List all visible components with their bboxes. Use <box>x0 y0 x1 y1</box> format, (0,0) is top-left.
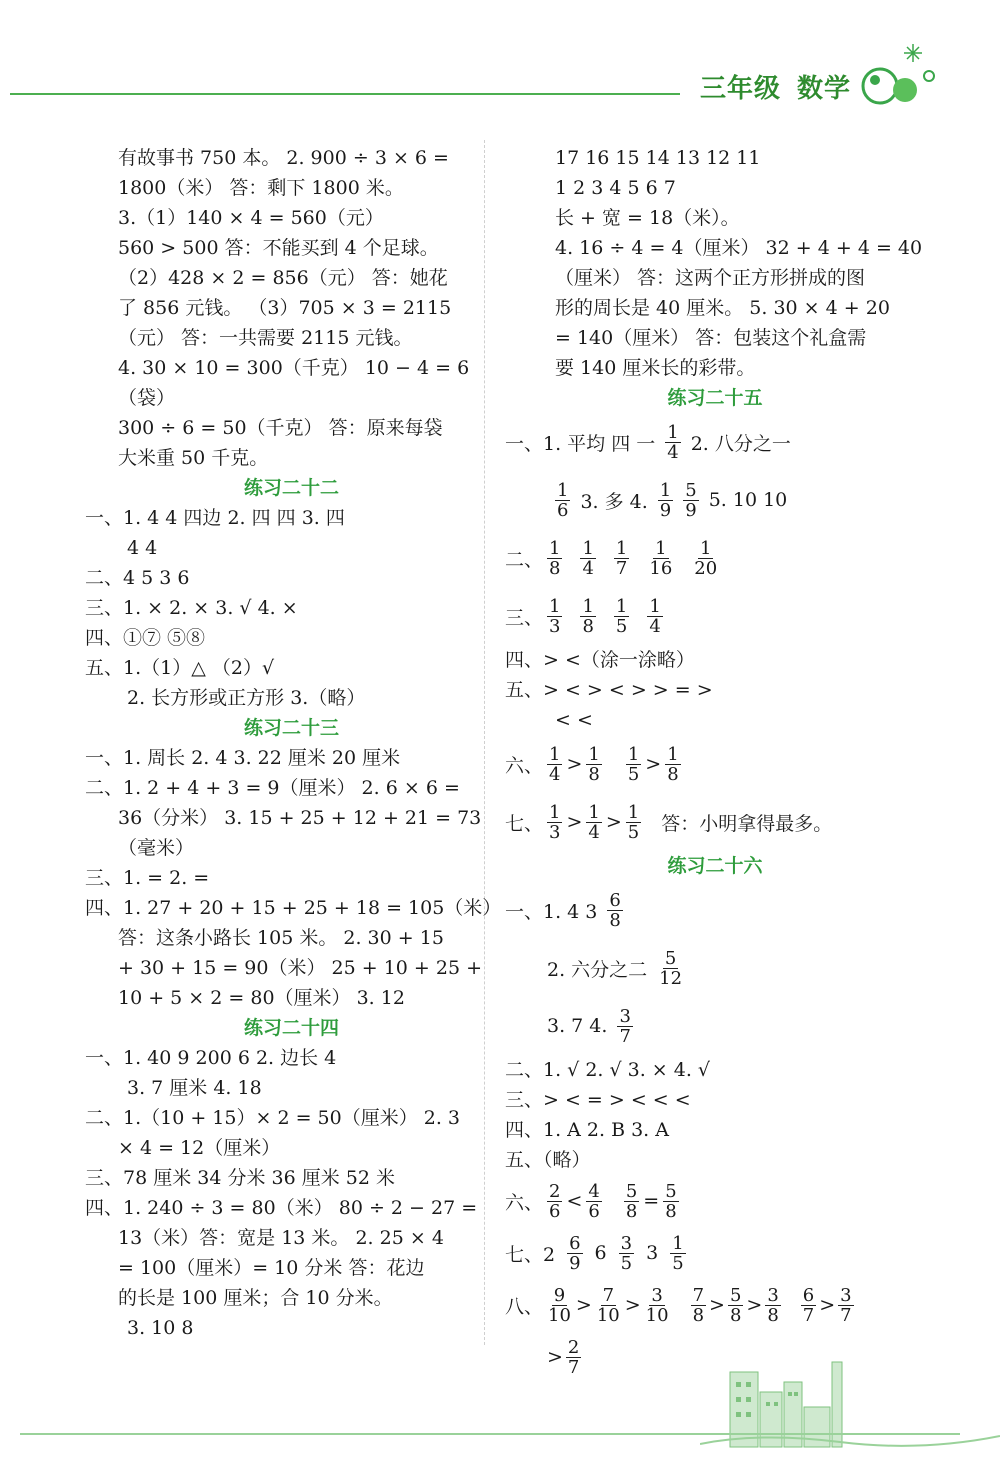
answer-line: 了 856 元钱。 （3）705 × 3 = 2115 <box>118 297 452 319</box>
answer-line: （2）428 × 2 = 856（元） 答：她花 <box>118 267 448 289</box>
fraction: $\frac{1}{8}$ <box>582 595 594 637</box>
answer-line: 3. 7 4. $\frac{3}{7}$ <box>547 1005 631 1047</box>
fraction: $\frac{3}{7}$ <box>840 1284 852 1326</box>
answer-line: 3. 7 厘米 4. 18 <box>127 1077 262 1099</box>
answer-line: $\frac{1}{6}$ 3. 多 4. $\frac{1}{9}$ $\frac{5}{9}$ 5. 10 10 <box>557 479 788 521</box>
fraction: $\frac{5}{9}$ <box>685 479 697 521</box>
answer-line: × 4 = 12（厘米） <box>118 1137 281 1159</box>
answer-line: 四、1. 27 + 20 + 15 + 25 + 18 = 105（米） <box>85 897 502 919</box>
fraction: $\frac{1}{5}$ <box>627 801 640 843</box>
fraction: $\frac{2}{6}$ <box>549 1180 561 1222</box>
answer-line: 三、78 厘米 34 分米 36 厘米 52 米 <box>85 1167 395 1189</box>
answer-line: 三、1. = 2. = <box>85 867 210 889</box>
answer-line: 七、2 $\frac{6}{9}$ 6 $\frac{3}{5}$ 3 $\frac{1}{5}$ <box>505 1232 684 1274</box>
fraction: $\frac{1}{5}$ <box>627 743 640 785</box>
answer-line: 300 ÷ 6 = 50（千克） 答：原来每袋 <box>118 417 443 439</box>
answer-line: 一、1. 4 4 四边 2. 四 四 3. 四 <box>85 507 345 529</box>
answer-line: 36（分米） 3. 15 + 25 + 12 + 21 = 73 <box>118 807 482 829</box>
answer-line: 二、 $\frac{1}{8}$ $\frac{1}{4}$ $\frac{1}{7}$ $\frac{1}{16}$ $\frac{1}{20}$ <box>505 537 718 579</box>
answer-line: 二、4 5 3 6 <box>85 567 190 589</box>
grade-label: 三年级 <box>700 74 782 104</box>
fraction: $\frac{4}{6}$ <box>588 1180 600 1222</box>
answer-line: 长 + 宽 = 18（米）。 <box>555 207 740 229</box>
answer-line: 四、1. 240 ÷ 3 = 80（米） 80 ÷ 2 − 27 = <box>85 1197 478 1219</box>
left-column <box>85 143 502 1343</box>
section-title-24: 练习二十四 <box>243 1017 339 1039</box>
fraction: $\frac{1}{4}$ <box>667 421 679 463</box>
answer-line: 有故事书 750 本。 2. 900 ÷ 3 × 6 = <box>118 147 449 169</box>
fraction: $\frac{1}{4}$ <box>588 801 600 843</box>
column-divider <box>484 140 485 1345</box>
fraction: $\frac{5}{12}$ <box>659 947 683 989</box>
answer-line: 二、1. 2 + 4 + 3 = 9（厘米） 2. 6 × 6 = <box>85 777 460 799</box>
fraction: $\frac{5}{8}$ <box>625 1180 638 1222</box>
answer-line: （元） 答：一共需要 2115 元钱。 <box>118 327 413 349</box>
fraction: $\frac{5}{8}$ <box>665 1180 677 1222</box>
section-title-23: 练习二十三 <box>243 717 339 739</box>
right-column <box>505 143 923 1383</box>
answer-line: 四、1. A 2. B 3. A <box>505 1119 669 1141</box>
city-skyline-decoration <box>700 1352 1000 1478</box>
answer-line: 六、 $\frac{2}{6}$ < $\frac{4}{6}$ $\frac{5}{8}$ = $\frac{5}{8}$ <box>505 1180 677 1222</box>
fraction: $\frac{1}{8}$ <box>588 743 600 785</box>
answer-line: 2. 六分之二 $\frac{5}{12}$ <box>547 947 683 989</box>
answer-line: 七、 $\frac{1}{3}$ > $\frac{1}{4}$ > $\frac{1}{5}$ 答：小明拿得最多。 <box>505 801 833 843</box>
fraction: $\frac{3}{10}$ <box>645 1284 669 1326</box>
answer-line: 二、1. √ 2. √ 3. × 4. √ <box>505 1059 711 1081</box>
fraction: $\frac{1}{7}$ <box>615 537 628 579</box>
answer-line: 三、> < = > < < < <box>505 1089 691 1111</box>
answer-line: 形的周长是 40 厘米。 5. 30 × 4 + 20 <box>555 297 890 319</box>
answer-line: 五、> < > < > > = > <box>505 679 713 701</box>
fraction: $\frac{7}{10}$ <box>596 1284 620 1326</box>
fraction: $\frac{1}{6}$ <box>557 479 569 521</box>
answer-line: 560 > 500 答：不能买到 4 个足球。 <box>118 237 439 259</box>
answer-line: 八、 $\frac{9}{10}$ > $\frac{7}{10}$ > $\frac{3}{10}$ $\frac{7}{8}$ > $\frac{5}{8}$ > $\frac{3}{8}$ $\frac{6}{7}$ > $\frac{3}{7}$ <box>505 1284 852 1326</box>
answer-line: （厘米） 答：这两个正方形拼成的图 <box>555 267 866 289</box>
fraction: $\frac{1}{4}$ <box>649 595 661 637</box>
answer-line: 的长是 100 厘米；合 10 分米。 <box>118 1287 393 1309</box>
answer-line: 1800（米） 答：剩下 1800 米。 <box>118 177 404 199</box>
answer-line: 1 2 3 4 5 6 7 <box>555 177 676 199</box>
fraction: $\frac{9}{10}$ <box>548 1284 571 1326</box>
fraction: $\frac{7}{8}$ <box>692 1284 705 1326</box>
answer-line: 一、1. 4 3 $\frac{6}{8}$ <box>505 889 621 931</box>
fraction: $\frac{6}{9}$ <box>569 1232 581 1274</box>
answer-line: + 30 + 15 = 90（米） 25 + 10 + 25 + <box>118 957 483 979</box>
fraction: $\frac{1}{8}$ <box>549 537 561 579</box>
fraction: $\frac{5}{8}$ <box>729 1284 742 1326</box>
answer-line: 三、 $\frac{1}{3}$ $\frac{1}{8}$ $\frac{1}{5}$ $\frac{1}{4}$ <box>505 595 661 637</box>
answer-line: （毫米） <box>118 837 195 859</box>
fraction: $\frac{1}{3}$ <box>549 801 561 843</box>
answer-line: 五、1.（1）△ （2）√ <box>85 657 275 679</box>
page-header <box>700 68 851 105</box>
fraction: $\frac{1}{5}$ <box>672 1232 684 1274</box>
fraction: $\frac{1}{4}$ <box>582 537 594 579</box>
answer-line: 要 140 厘米长的彩带。 <box>555 357 756 379</box>
answer-line: 17 16 15 14 13 12 11 <box>555 147 761 169</box>
answer-line: < < <box>555 709 593 731</box>
answer-line: 一、1. 40 9 200 6 2. 边长 4 <box>85 1047 337 1069</box>
answer-line: 4. 30 × 10 = 300（千克） 10 − 4 = 6 <box>118 357 470 379</box>
answer-line: > $\frac{2}{7}$ <box>547 1336 580 1378</box>
answer-line: （袋） <box>118 387 176 409</box>
section-title-26: 练习二十六 <box>667 855 763 877</box>
fraction: $\frac{1}{9}$ <box>659 479 672 521</box>
answer-line: = 100（厘米）= 10 分米 答：花边 <box>118 1257 425 1279</box>
fraction: $\frac{3}{7}$ <box>619 1005 631 1047</box>
answer-line: 二、1.（10 + 15）× 2 = 50（厘米） 2. 3 <box>85 1107 460 1129</box>
subject-label: 数学 <box>797 74 852 104</box>
footer-rule <box>20 1433 960 1435</box>
fraction: $\frac{6}{8}$ <box>609 889 621 931</box>
header-rule <box>10 93 680 95</box>
answer-line: 4 4 <box>127 537 158 559</box>
answer-line: 3. 10 8 <box>127 1317 194 1339</box>
answer-line: = 140（厘米） 答：包装这个礼盒需 <box>555 327 867 349</box>
answer-line: 大米重 50 千克。 <box>118 447 269 469</box>
answer-line: 2. 长方形或正方形 3.（略） <box>127 687 366 709</box>
answer-line: 五、（略） <box>505 1149 591 1171</box>
answer-line: 10 + 5 × 2 = 80（厘米） 3. 12 <box>118 987 405 1009</box>
answer-line: 4. 16 ÷ 4 = 4（厘米） 32 + 4 + 4 = 40 <box>555 237 923 259</box>
fraction: $\frac{1}{16}$ <box>649 537 673 579</box>
section-title-25: 练习二十五 <box>667 387 763 409</box>
fraction: $\frac{1}{20}$ <box>694 537 718 579</box>
section-title-22: 练习二十二 <box>243 477 339 499</box>
answer-line: 一、1. 平均 四 一 $\frac{1}{4}$ 2. 八分之一 <box>505 421 791 463</box>
answer-line: 三、1. × 2. × 3. √ 4. × <box>85 597 298 619</box>
fraction: $\frac{3}{8}$ <box>767 1284 779 1326</box>
header-bubbles-decoration <box>855 38 945 113</box>
fraction: $\frac{2}{7}$ <box>567 1336 580 1378</box>
fraction: $\frac{6}{7}$ <box>802 1284 815 1326</box>
answer-line: 13（米）答：宽是 13 米。 2. 25 × 4 <box>118 1227 444 1249</box>
answer-line: 四、> <（涂一涂略） <box>505 649 695 671</box>
fraction: $\frac{1}{8}$ <box>667 743 679 785</box>
answer-line: 3.（1）140 × 4 = 560（元） <box>118 207 384 229</box>
fraction: $\frac{1}{4}$ <box>549 743 561 785</box>
fraction: $\frac{1}{5}$ <box>615 595 628 637</box>
fraction: $\frac{3}{5}$ <box>620 1232 633 1274</box>
answer-line: 一、1. 周长 2. 4 3. 22 厘米 20 厘米 <box>85 747 401 769</box>
fraction: $\frac{1}{3}$ <box>549 595 561 637</box>
answer-line: 六、 $\frac{1}{4}$ > $\frac{1}{8}$ $\frac{1}{5}$ > $\frac{1}{8}$ <box>505 743 679 785</box>
answer-line: 四、①⑦ ⑤⑧ <box>85 627 206 649</box>
answer-line: 答：这条小路长 105 米。 2. 30 + 15 <box>118 927 444 949</box>
